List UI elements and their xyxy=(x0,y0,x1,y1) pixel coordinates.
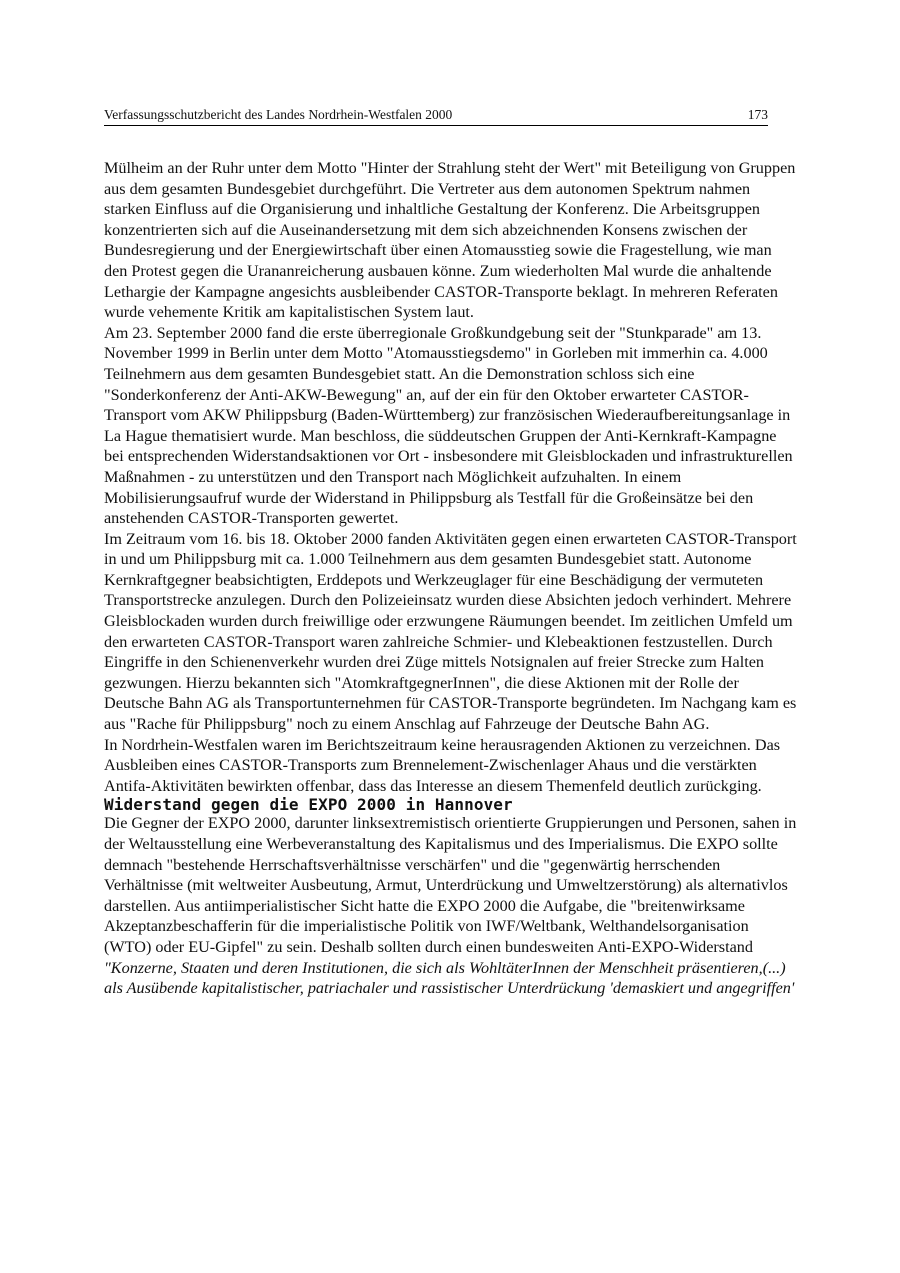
paragraph: Im Zeitraum vom 16. bis 18. Oktober 2000 fanden Aktivitäten gegen einen erwarteten CASTOR-Transport in und um Philippsburg mit ca. 1.000 Teilnehmern aus dem gesamten Bundesgebiet statt. Autonome Kernkraftgegner beabsichtigten, Erddepots und Werkzeuglager für eine Beschädigung der vermuteten Transportstrecke anzulegen. Durch den Polizeieinsatz wurden diese Absichten jedoch verhindert. Mehrere Gleisblockaden wurden durch freiwillige oder erzwungene Räumungen beendet. Im zeitlichen Umfeld um den erwarteten CASTOR-Transport waren zahlreiche Schmier- und Klebeaktionen festzustellen. Durch Eingriffe in den Schienenverkehr wurden drei Züge mittels Notsignalen auf freier Strecke zum Halten gezwungen. Hierzu bekannten sich "AtomkraftgegnerInnen", die diese Aktionen mit der Rolle der Deutsche Bahn AG als Transportunternehmen für CASTOR-Transporte begründeten. Im Nachgang kam es aus "Rache für Philippsburg" noch zu einem Anschlag auf Fahrzeuge der Deutsche Bahn AG. xyxy=(104,529,797,734)
paragraph: Am 23. September 2000 fand die erste überregionale Großkundgebung seit der "Stunkparade" am 13. November 1999 in Berlin unter dem Motto "Atomausstiegsdemo" in Gorleben mit immerhin ca. 4.000 Teilnehmern aus dem gesamten Bundesgebiet statt. An die Demonstration schloss sich eine "Sonderkonferenz der Anti-AKW-Bewegung" an, auf der ein für den Oktober erwarteter CASTOR-Transport vom AKW Philippsburg (Baden-Württemberg) zur französischen Wiederaufbereitungsanlage in La Hague thematisiert wurde. Man beschloss, die süddeutschen Gruppen der Anti-Kernkraft-Kampagne bei entsprechenden Widerstandsaktionen vor Ort - insbesondere mit Gleisblockaden und infrastrukturellen Maßnahmen - zu unterstützen und den Transport nach Möglichkeit aufzuhalten. In einem Mobilisierungsaufruf wurde der Widerstand in Philippsburg als Testfall für die Großeinsätze bei den anstehenden CASTOR-Transporten gewertet. xyxy=(104,323,793,528)
paragraph: Mülheim an der Ruhr unter dem Motto "Hinter der Strahlung steht der Wert" mit Beteiligung von Gruppen aus dem gesamten Bundesgebiet durchgeführt. Die Vertreter aus dem autonomen Spektrum nahmen starken Einfluss auf die Organisierung und inhaltliche Gestaltung der Konferenz. Die Arbeitsgruppen konzentrierten sich auf die Auseinandersetzung mit dem sich abzeichnenden Konsens zwischen der Bundesregierung und der Energiewirtschaft über einen Atomausstieg sowie die Fragestellung, wie man den Protest gegen die Urananreicherung ausbauen könne. Zum wiederholten Mal wurde die anhaltende Lethargie der Kampagne angesichts ausbleibender CASTOR-Transporte beklagt. In mehreren Referaten wurde vehemente Kritik am kapitalistischen System laut. xyxy=(104,159,796,322)
body-text xyxy=(104,158,798,999)
running-header xyxy=(104,106,768,126)
italic-quote: "Konzerne, Staaten und deren Institutionen, die sich als WohltäterInnen der Menschheit präsentieren,(...) als Ausübende kapitalistischer, patriachaler und rassistischer Unterdrückung 'demaskiert und angegriffen' xyxy=(104,958,795,998)
paragraph: In Nordrhein-Westfalen waren im Berichtszeitraum keine herausragenden Aktionen zu verzeichnen. Das Ausbleiben eines CASTOR-Transports zum Brennelement-Zwischenlager Ahaus und die verstärkten Antifa-Aktivitäten bewirkten offenbar, dass das Interesse an diesem Themenfeld deutlich zurückging. xyxy=(104,735,781,795)
paragraph xyxy=(104,813,798,998)
page-number: 173 xyxy=(747,107,768,122)
header-title: Verfassungsschutzbericht des Landes Nordrhein-Westfalen 2000 xyxy=(104,107,453,122)
paragraph-text: Die Gegner der EXPO 2000, darunter linksextremistisch orientierte Gruppierungen und Personen, sahen in der Weltausstellung eine Werbeveranstaltung des Kapitalismus und des Imperialismus. Die EXPO sollte demnach "bestehende Herrschaftsverhältnisse verschärfen" und die "gegenwärtig herrschenden Verhältnisse (mit weltweiter Ausbeutung, Armut, Unterdrückung und Umweltzerstörung) als alternativlos darstellen. Aus antiimperialistischer Sicht hatte die EXPO 2000 die Aufgabe, die "breitenwirksame Akzeptanzbeschafferin für die imperialistische Politik von IWF/Weltbank, Welthandelsorganisation (WTO) oder EU-Gipfel" zu sein. Deshalb sollten durch einen bundesweiten Anti-EXPO-Widerstand xyxy=(104,814,797,956)
section-heading: Widerstand gegen die EXPO 2000 in Hannover xyxy=(104,795,513,815)
